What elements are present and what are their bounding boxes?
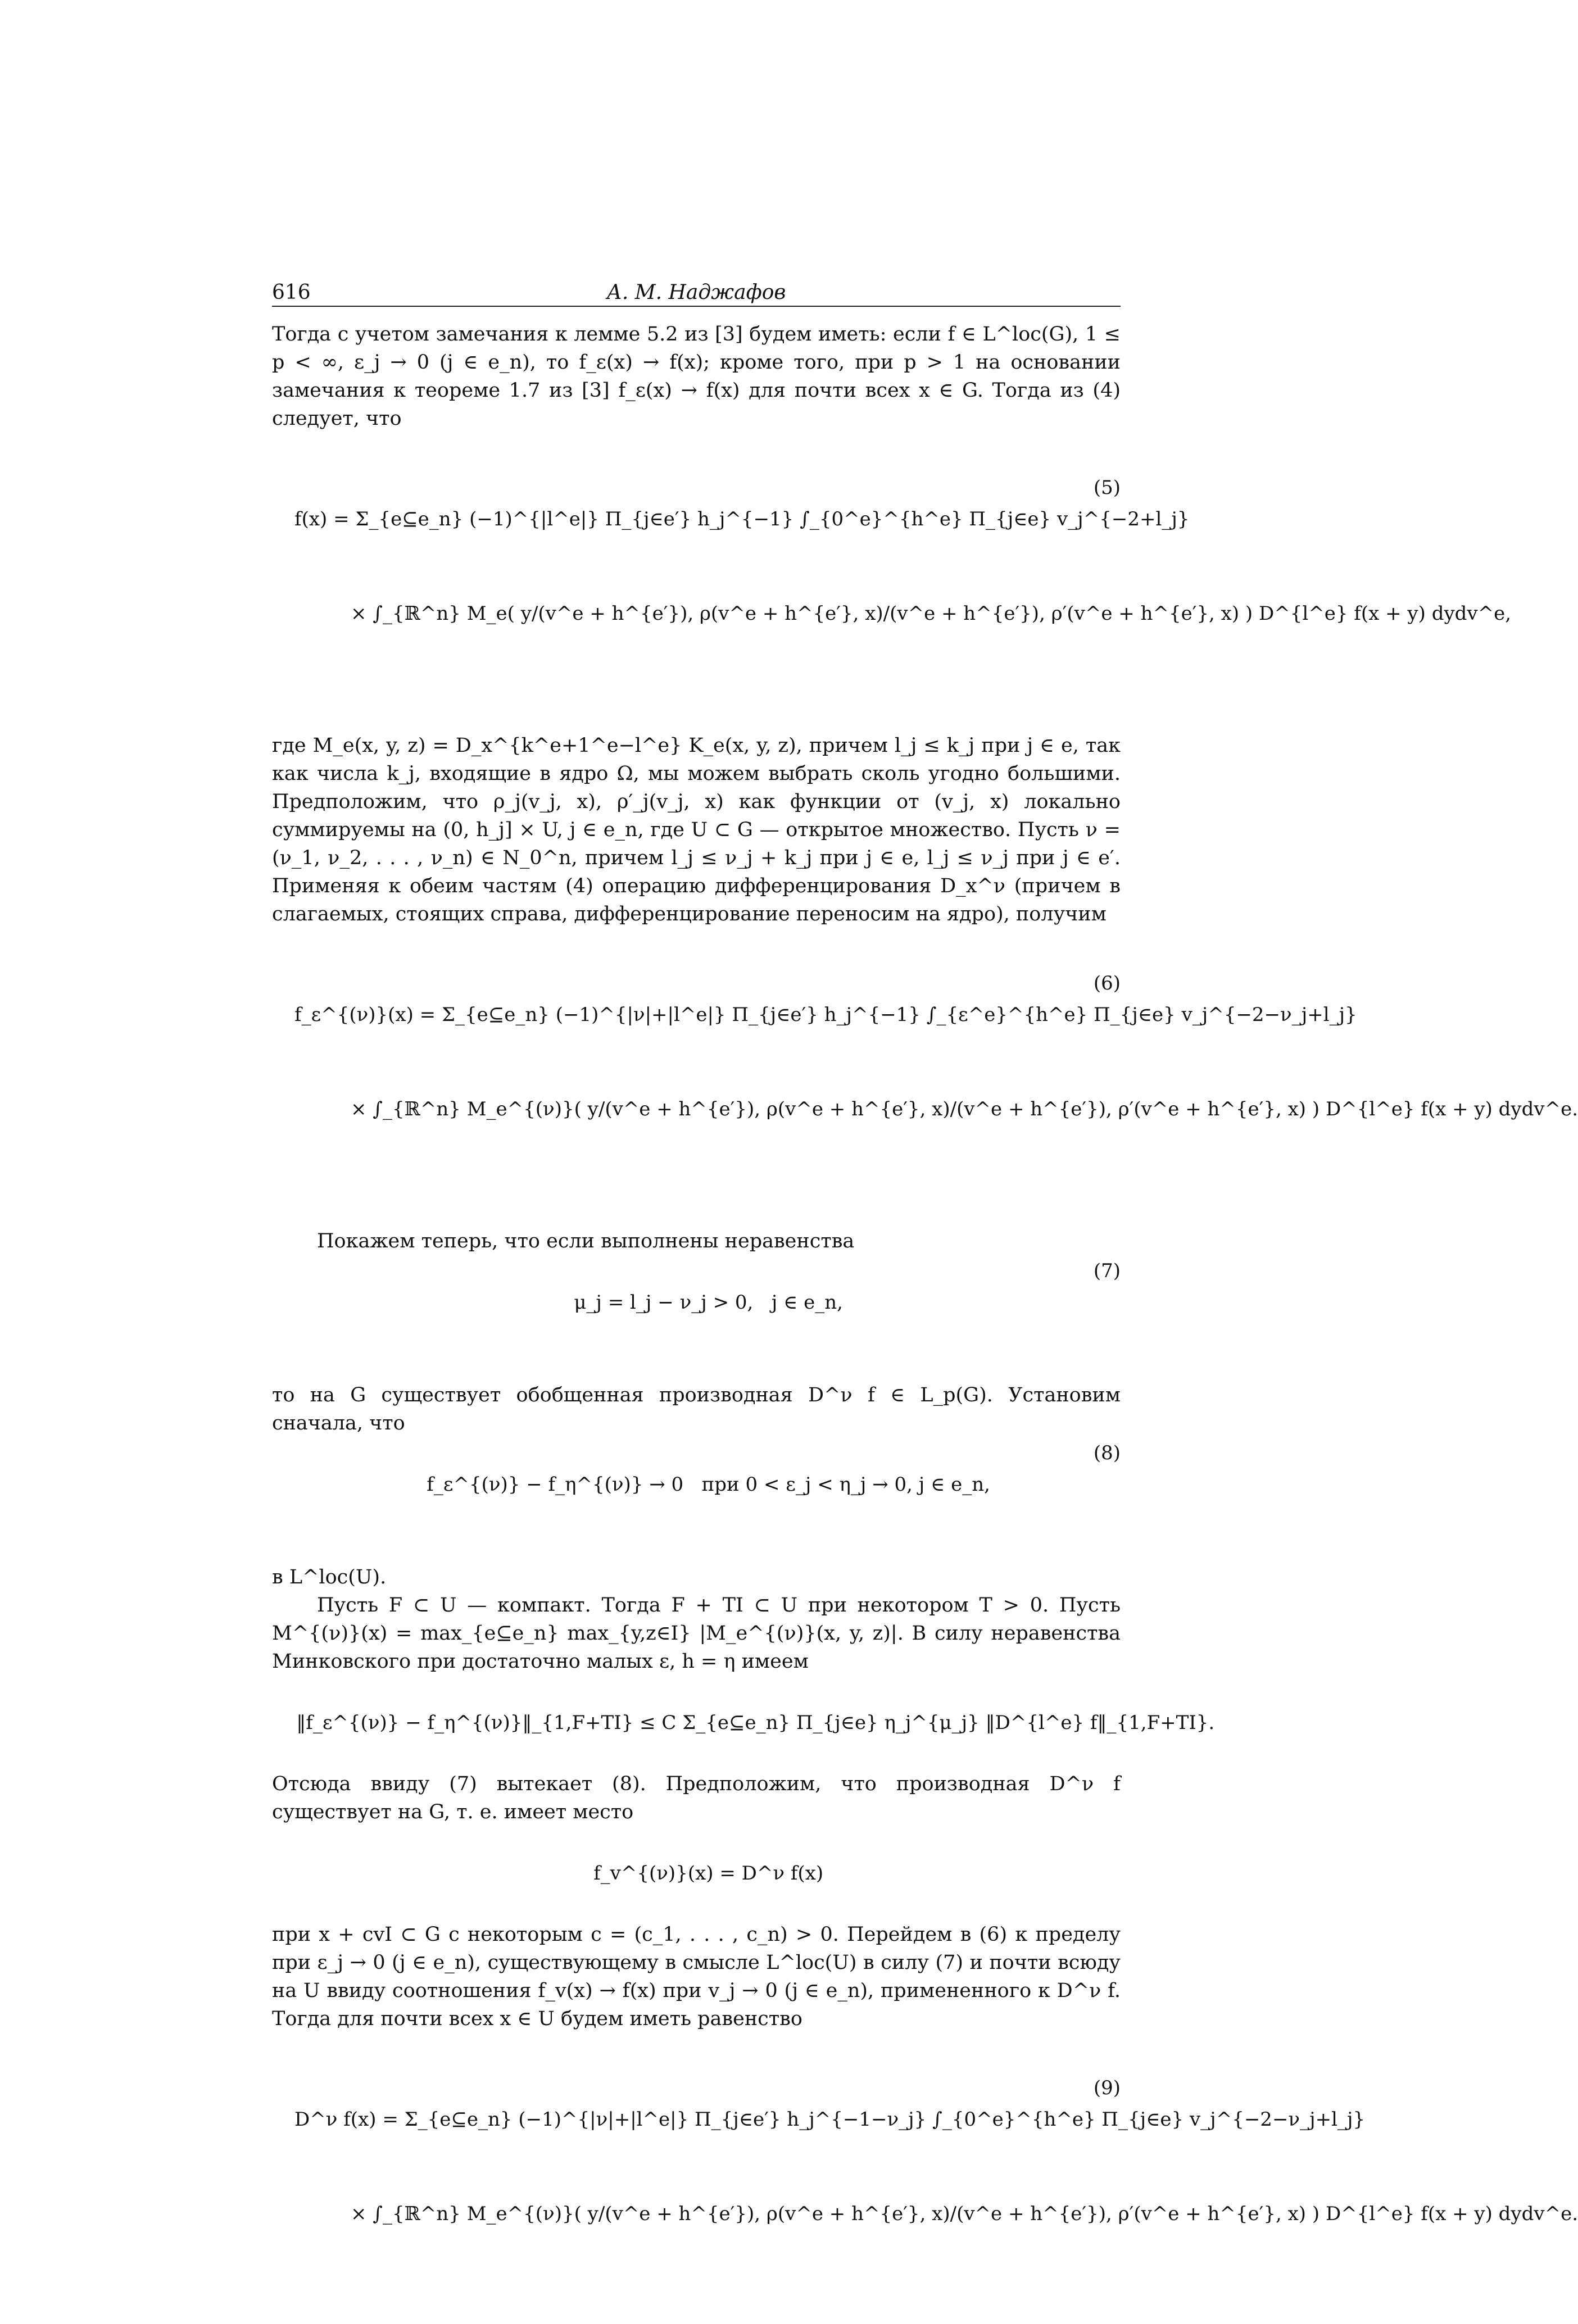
- equation-5-tag: (5): [1093, 476, 1121, 499]
- equation-6-line-2: × ∫_{ℝ^n} M_e^{(ν)}( y/(v^e + h^{e′}), ρ(v^e + h^{e′}, x)/(v^e + h^{e′}), ρ′(v^e + h^{e′}, x) ) D^{l^e} f(x + y) dydv^e.: [351, 1098, 1578, 1120]
- equation-7-tag: (7): [1093, 1260, 1121, 1282]
- paragraph-6: Пусть F ⊂ U — компакт. Тогда F + TI ⊂ U при некотором T > 0. Пусть M^{(ν)}(x) = max_{e⊆e_n} max_{y,z∈I} |M_e^{(ν)}(x, y, z)|. В силу неравенства Минковского при достаточно малых ε, h = η имеем: [272, 1594, 1121, 1673]
- equation-8: [272, 1437, 1121, 1563]
- paragraph-2: где M_e(x, y, z) = D_x^{k^e+1^e−l^e} K_e(x, y, z), причем l_j ≤ k_j при j ∈ e, так как числа k_j, входящие в ядро Ω, мы можем выбрать сколь угодно большими. Предположим, что ρ_j(v_j, x), ρ′_j(v_j, x) как функции от (v_j, x) локально суммируемы на (0, h_j] × U, j ∈ e_n, где U ⊂ G — открытое множество. Пусть ν = (ν_1, ν_2, . . . , ν_n) ∈ N_0^n, причем l_j ≤ ν_j + k_j при j ∈ e, l_j ≤ ν_j при j ∈ e′. Применяя к обеим частям (4) операцию дифференцирования D_x^ν (причем в слагаемых, стоящих справа, дифференцирование переносим на ядро), получим: [272, 734, 1121, 925]
- equation-6-line-1: f_ε^{(ν)}(x) = Σ_{e⊆e_n} (−1)^{|ν|+|l^e|} Π_{j∈e′} h_j^{−1} ∫_{ε^e}^{h^e} Π_{j∈e} v_j^{−2−ν_j+l_j}: [294, 1004, 1357, 1026]
- running-author: А. М. Наджафов: [606, 281, 786, 304]
- equation-9-line-1: D^ν f(x) = Σ_{e⊆e_n} (−1)^{|ν|+|l^e|} Π_{j∈e′} h_j^{−1−ν_j} ∫_{0^e}^{h^e} Π_{j∈e} v_j^{−2−ν_j+l_j}: [294, 2108, 1366, 2131]
- paragraph-4: то на G существует обобщенная производная D^ν f ∈ L_p(G). Установим сначала, что: [272, 1384, 1121, 1435]
- equation-7: [272, 1255, 1121, 1381]
- page-number: 616: [272, 281, 311, 304]
- paragraph-1: Тогда с учетом замечания к лемме 5.2 из [3] будем иметь: если f ∈ L^loc(G), 1 ≤ p < ∞, ε_j → 0 (j ∈ e_n), то f_ε(x) → f(x); кроме того, при p > 1 на основании замечания к теореме 1.7 из [3] f_ε(x) → f(x) для почти всех x ∈ G. Тогда из (4) следует, что: [272, 323, 1121, 430]
- equation-9-line-2: × ∫_{ℝ^n} M_e^{(ν)}( y/(v^e + h^{e′}), ρ(v^e + h^{e′}, x)/(v^e + h^{e′}), ρ′(v^e + h^{e′}, x) ) D^{l^e} f(x + y) dydv^e.: [351, 2203, 1578, 2225]
- equation-8-tag: (8): [1093, 1442, 1121, 1464]
- equation-9: [272, 2041, 1578, 2324]
- equation-6: [272, 936, 1578, 1219]
- running-header: [272, 281, 1121, 307]
- equation-5-line-2: × ∫_{ℝ^n} M_e( y/(v^e + h^{e′}), ρ(v^e + h^{e′}, x)/(v^e + h^{e′}), ρ′(v^e + h^{e′}, x) ) D^{l^e} f(x + y) dydv^e,: [351, 602, 1512, 625]
- equation-5: [272, 441, 1512, 724]
- equation-norm: [272, 1676, 1215, 1770]
- paragraph-5: в L^loc(U).: [272, 1566, 387, 1588]
- paragraph-7: Отсюда ввиду (7) вытекает (8). Предположим, что производная D^ν f существует на G, т. е. имеет место: [272, 1773, 1121, 1823]
- paragraph-8: при x + cvI ⊂ G с некоторым c = (c_1, . . . , c_n) > 0. Перейдем в (6) к пределу при ε_j → 0 (j ∈ e_n), существующему в смысле L^loc(U) в силу (7) и почти всюду на U ввиду соотношения f_v(x) → f(x) при v_j → 0 (j ∈ e_n), примененного к D^ν f. Тогда для почти всех x ∈ U будем иметь равенство: [272, 1923, 1121, 2030]
- equation-8-body: f_ε^{(ν)} − f_η^{(ν)} → 0 при 0 < ε_j < η_j → 0, j ∈ e_n,: [427, 1473, 990, 1496]
- equation-6-tag: (6): [1093, 972, 1121, 995]
- equation-5-line-1: f(x) = Σ_{e⊆e_n} (−1)^{|l^e|} Π_{j∈e′} h_j^{−1} ∫_{0^e}^{h^e} Π_{j∈e} v_j^{−2+l_j}: [294, 508, 1190, 530]
- equation-fv-body: f_v^{(ν)}(x) = D^ν f(x): [593, 1862, 824, 1885]
- paragraph-3: Покажем теперь, что если выполнены неравенства: [317, 1230, 855, 1252]
- equation-9-tag: (9): [1093, 2077, 1121, 2099]
- page: [272, 281, 1578, 2324]
- equation-fv: [272, 1826, 1121, 1921]
- equation-norm-body: ‖f_ε^{(ν)} − f_η^{(ν)}‖_{1,F+TI} ≤ C Σ_{e⊆e_n} Π_{j∈e} η_j^{μ_j} ‖D^{l^e} f‖_{1,F+TI}.: [296, 1712, 1215, 1734]
- equation-7-body: μ_j = l_j − ν_j > 0, j ∈ e_n,: [574, 1291, 843, 1314]
